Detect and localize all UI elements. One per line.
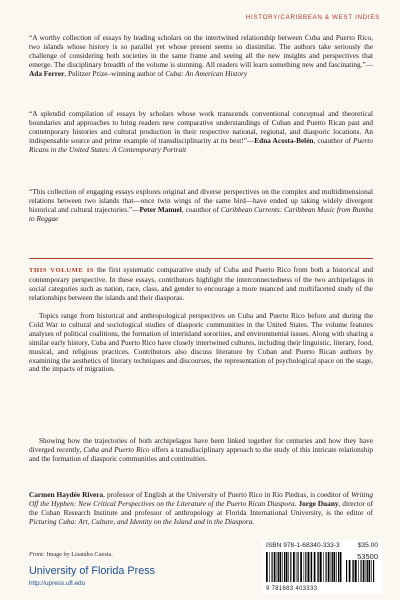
ean-barcode-icon [266,552,342,582]
barcode-bar [363,560,365,582]
blurb-2: “A splendid compilation of essays by scholars whose work transcends conventional conceptual and theoretical boundaries and approaches to bring readers new comparative understandings of Cuban and Puerto Rican past and contemporary histories and cultural production in their respective national, regional, and diasporic locations. An indispensable source and prime example of transdisciplinarity at its best!”—Edna Acosta-Belén, coauthor of Puerto Ricans in the United States: A Contemporary Portrait [29,109,373,154]
barcode-bar [338,552,339,582]
blurb-3-role: , coauthor of [181,204,221,214]
barcode-bar [318,552,319,582]
barcode-bar [284,552,285,582]
blurb-2-role: , coauthor of [313,135,354,145]
editor-2-book: Picturing Cuba: Art, Culture, and Identity on the Island and in the Diaspora. [29,516,255,526]
barcode-bar [371,560,372,582]
barcode-bar [282,552,283,582]
barcode-bar [355,560,357,582]
price-barcode-icon [346,560,376,582]
barcode-bar [320,552,322,582]
barcode-bar [367,560,368,582]
barcode-bar [314,552,316,582]
barcode-bar [311,552,312,582]
editor-2-name: Jorge Duany [298,498,339,508]
barcode-bar [358,560,359,582]
barcode-bar [369,560,371,582]
barcode-bar [317,552,318,582]
barcode-bar [334,552,336,582]
barcode-bar [310,552,311,582]
barcode-bar [361,560,362,582]
barcode-bar [286,552,288,582]
blurb-1: “A worthy collection of essays by leading scholars on the intertwined relationship between Cuba and Puerto Rico, two islands whose history is so parallel yet whose present seems so dissimilar. The authors take seriously the challenge of considering both societies in the same frame and seeing all the new insights and perspectives that emerge. The disciplinary breadth of the volume is stunning. All readers will learn something new and fascinating.”—Ada Ferrer, Pulitzer Prize–winning author of Cuba: An American History [29,33,373,78]
barcode-panel [262,540,382,594]
barcode-bar [278,552,279,582]
price-label: $35.00 [357,542,378,549]
barcode-bar [266,552,268,582]
blurb-2-work: Puerto Ricans in the United States: A Contemporary Portrait [29,135,373,154]
barcode-bar [308,552,310,582]
barcode-bar [277,552,278,582]
price-code: 53500 [357,552,378,561]
barcode-bar [326,552,327,582]
barcode-bar [373,560,374,582]
barcode-bar [352,560,353,582]
barcode-bar [296,552,297,582]
description-lead: THIS VOLUME IS [29,267,95,274]
blurb-3-author: Peter Manuel [139,204,182,214]
barcode-bar [269,552,270,582]
barcode-bar [280,552,282,582]
barcode-bar [304,552,305,582]
blurb-1-role: , Pulitzer Prize–winning author of [64,68,166,78]
barcode-bar [305,552,306,582]
barcode-bar [288,552,289,582]
blurb-1-work: Cuba: An American History [165,68,248,78]
blurb-1-quote: “A worthy collection of essays by leading scholars on the intertwined relationship between Cuba and Puerto Rico, two islands whose history is so parallel yet whose present seems so dissimilar. The authors take seriously the challenge of considering both societies in the same frame and seeing all the new insights and perspectives that emerge. The disciplinary breadth of the volume is stunning. All readers will learn something new and fascinating.” [29,33,373,69]
barcode-bar [331,552,332,582]
book-title-inline: Cuba and Puerto Rico [83,444,150,454]
barcode-digits: 9 781683 403333 [266,586,318,592]
blurb-2-author: Edna Acosta-Belén [254,135,314,145]
blurb-3-work: Caribbean Currents: Caribbean Music from Rumba to Reggae [29,204,373,223]
blurb-3-quote: “This collection of engaging essays explores original and diverse perspectives on the complex and multidimensional relations between two islands that—once twin wings of the same bird—have ended up taking widely divergent historical and cultural trajectories.” [29,187,373,214]
description-paragraph-2: Topics range from historical and anthropological perspectives on Cuba and Puerto Rico before and during the Cold War to cultural and sociological studies of diasporic communities in the United States. The volume features analyses of political coalitions, the formation of interisland sororities, and environmental issues. Along with sharing a similar early history, Cuba and Puerto Rico have closely intertwined cultures, including their linguistic, literary, food, musical, and religious practices. Contributors also discuss literature by Cuban and Puerto Rican authors by examining the aesthetics of literary techniques and discourses, the representation of psychological space on the stage, and the impacts of migration. [29,311,373,374]
publisher-name: University of Florida Press [29,565,155,577]
blurb-3: “This collection of engaging essays explores original and diverse perspectives on the complex and multidimensional relations between two islands that—once twin wings of the same bird—have ended up taking widely divergent historical and cultural trajectories.”—Peter Manuel, coauthor of Caribbean Currents: Caribbean Music from Rumba to Reggae [29,187,373,223]
barcode-bar [353,560,354,582]
subject-category: HISTORY/CARIBBEAN & WEST INDIES [245,14,380,21]
barcode-bar [298,552,299,582]
blurb-2-quote: “A splendid compilation of essays by scholars whose work transcends conventional conceptual and theoretical boundaries and approaches to bring readers new comparative understandings of Cuban and Puerto Rican past and contemporary histories and cultural production in their respective national, regional, and diasporic locations. An indispensable source and prime example of transdisciplinarity at its best!” [29,109,373,145]
barcode-bar [272,552,273,582]
editor-1-name: Carmen Haydée Rivera [29,490,104,499]
editors-bio: Carmen Haydée Rivera, professor of English at the University of Puerto Rico in Río Piedras, is coeditor of Writing Off the Hyphen: New Critical Perspectives on the Literature of the Puerto Rican Diaspora. Jorge Duany, director of the Cuban Research Institute and professor of anthropology at Florida International University, is the editor of Picturing Cuba: Art, Culture, and Identity on the Island and in the Diaspora. [29,490,374,526]
barcode-bar [274,552,276,582]
barcode-bar [328,552,330,582]
publisher-url[interactable]: http://upress.ufl.edu [29,580,86,587]
barcode-bar [349,560,351,582]
cover-image-credit: Front: Image by Lisandra Cuesta. [29,551,113,558]
barcode-bar [290,552,291,582]
section-divider [29,258,373,259]
barcode-bar [300,552,302,582]
barcode-bar [332,552,333,582]
blurb-1-author: Ada Ferrer [29,68,65,78]
barcode-bar [366,560,367,582]
barcode-bar [340,552,342,582]
barcode-bar [293,552,295,582]
isbn-number: ISBN 978-1-68340-333-3 [266,542,340,549]
barcode-bar [323,552,324,582]
barcode-bar [336,552,337,582]
description-paragraph-3: Showing how the trajectories of both archipelagos have been linked together for centuries and how they have diverged recently, Cuba and Puerto Rico offers a transdisciplinary approach to the study of this intricate relationship and the formation of diasporic communities and continuities. [29,436,373,463]
barcode-bar [346,560,347,582]
editor-1-book: Writing Off the Hyphen: New Critical Perspectives on the Literature of the Puerto Rican Diaspora. [29,490,373,508]
description-paragraph-1: THIS VOLUME IS the first systematic comparative study of Cuba and Puerto Rico from both a historical and contemporary perspective. In these essays, contributors highlight the interconnectedness of the two archipelagos in social categories such as nation, race, class, and gender to encourage a more nuanced and multifaceted study of the relationships between the islands and their diasporas. [29,265,373,302]
